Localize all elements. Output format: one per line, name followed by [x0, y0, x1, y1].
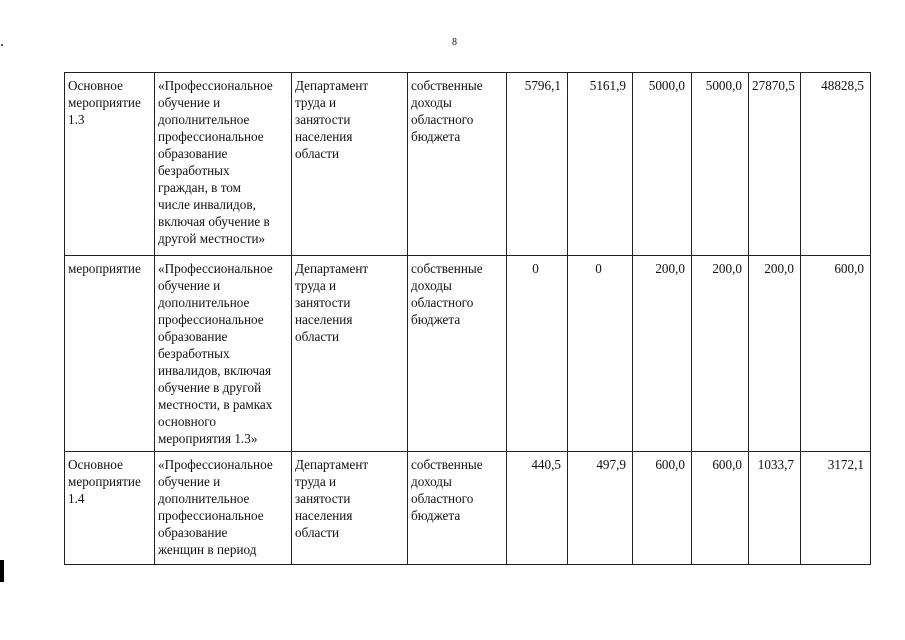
- table-row: [65, 256, 871, 452]
- value-cell: [749, 452, 801, 565]
- activity-name: Основное мероприятие 1.3: [68, 78, 141, 127]
- value-4: 600,0: [712, 457, 742, 472]
- executor-cell: [292, 73, 408, 256]
- value-cell: [692, 73, 749, 256]
- total-value: 3172,1: [827, 457, 864, 472]
- table-row: [65, 452, 871, 565]
- funding-source-cell: [408, 73, 507, 256]
- value-3: 200,0: [655, 261, 685, 276]
- executor-cell: [292, 256, 408, 452]
- activity-title: «Профессиональное обучение и дополнительное профессиональное образование безработных инвалидов, включая обучение в другой местности, в рамках основного мероприятия 1.3»: [158, 261, 273, 446]
- funding-source: собственные доходы областного бюджета: [411, 78, 483, 144]
- value-cell: [692, 452, 749, 565]
- scan-edge-mark: [0, 560, 4, 582]
- total-value: 600,0: [834, 261, 864, 276]
- activity-title: «Профессиональное обучение и дополнительное профессиональное образование безработных граждан, в том числе инвалидов, включая обучение в другой местности»: [158, 78, 273, 246]
- value-2: 497,9: [596, 457, 626, 472]
- funding-source: собственные доходы областного бюджета: [411, 261, 483, 327]
- value-5: 200,0: [764, 261, 794, 276]
- funding-source-cell: [408, 452, 507, 565]
- value-cell: [507, 452, 568, 565]
- total-cell: [801, 73, 871, 256]
- executor: Департамент труда и занятости населения области: [295, 261, 369, 344]
- page-number: 8: [452, 37, 457, 48]
- value-cell: [692, 256, 749, 452]
- value-3: 5000,0: [648, 78, 685, 93]
- total-cell: [801, 452, 871, 565]
- value-cell: [749, 73, 801, 256]
- activity-name-cell: [65, 256, 155, 452]
- value-cell: [507, 73, 568, 256]
- activity-title-cell: [155, 73, 292, 256]
- value-2: 5161,9: [589, 78, 626, 93]
- total-cell: [801, 256, 871, 452]
- value-1: 440,5: [531, 457, 561, 472]
- scan-artifact: [1, 44, 3, 46]
- table-row: [65, 73, 871, 256]
- value-cell: [568, 256, 633, 452]
- activity-name: Основное мероприятие 1.4: [68, 457, 141, 506]
- value-cell: [633, 452, 692, 565]
- activity-name: мероприятие: [68, 261, 141, 276]
- funding-source: собственные доходы областного бюджета: [411, 457, 483, 523]
- value-5: 27870,5: [752, 78, 795, 93]
- value-cell: [507, 256, 568, 452]
- value-1: 0: [532, 261, 539, 276]
- activity-title-cell: [155, 452, 292, 565]
- activity-name-cell: [65, 73, 155, 256]
- executor: Департамент труда и занятости населения области: [295, 457, 369, 540]
- value-2: 0: [595, 261, 602, 276]
- total-value: 48828,5: [821, 78, 864, 93]
- value-5: 1033,7: [757, 457, 794, 472]
- value-cell: [633, 73, 692, 256]
- executor: Департамент труда и занятости населения области: [295, 78, 369, 161]
- activity-name-cell: [65, 452, 155, 565]
- budget-table: [64, 72, 871, 565]
- value-1: 5796,1: [524, 78, 561, 93]
- executor-cell: [292, 452, 408, 565]
- activity-title: «Профессиональное обучение и дополнительное профессиональное образование женщин в период: [158, 457, 273, 557]
- value-cell: [568, 73, 633, 256]
- value-4: 200,0: [712, 261, 742, 276]
- value-3: 600,0: [655, 457, 685, 472]
- funding-source-cell: [408, 256, 507, 452]
- value-cell: [633, 256, 692, 452]
- value-cell: [568, 452, 633, 565]
- value-cell: [749, 256, 801, 452]
- activity-title-cell: [155, 256, 292, 452]
- value-4: 5000,0: [705, 78, 742, 93]
